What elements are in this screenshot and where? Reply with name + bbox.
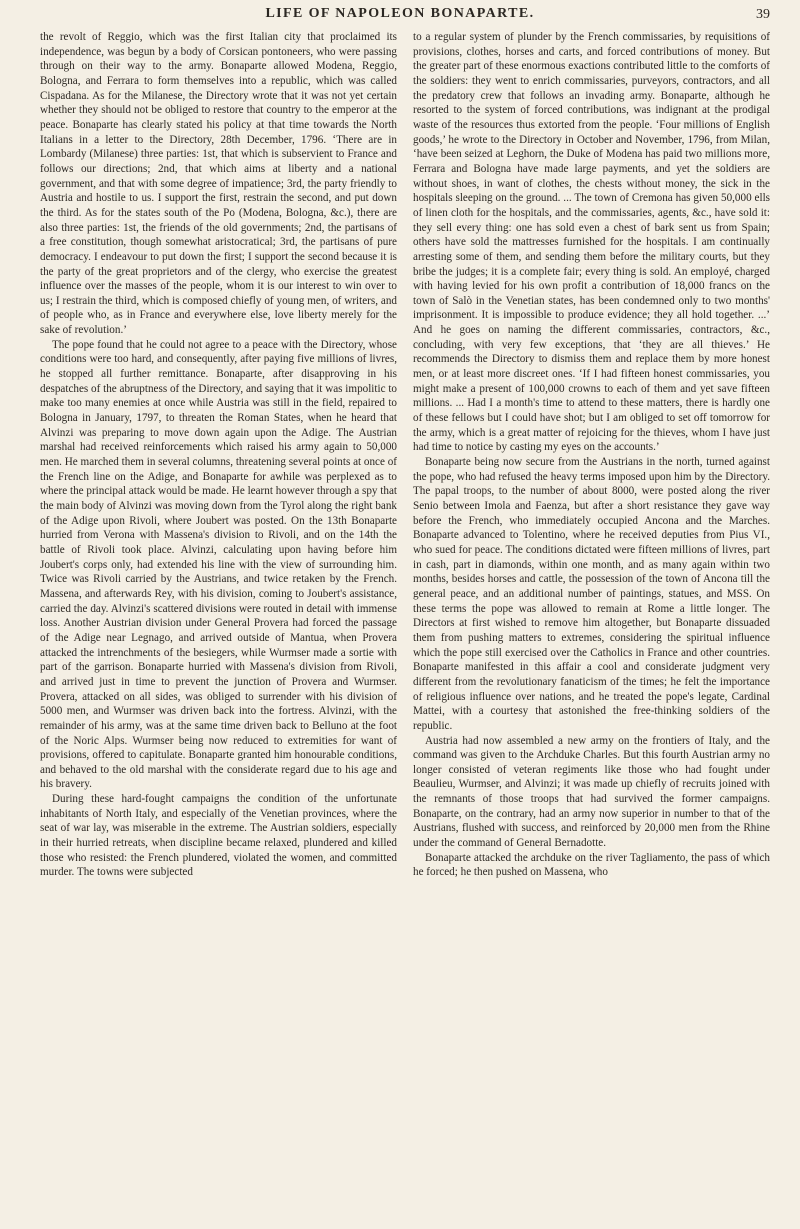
right-column — [413, 30, 770, 880]
paragraph: the revolt of Reggio, which was the first Italian city that proclaimed its independence, was begun by a body of Corsican pontoneers, who were passing through on their way to the army. Bonaparte allowed Modena, Reggio, Bologna, and Ferrara to form themselves into a republic, which was called Cispadana. As for the Milanese, the Directory wrote that it was not yet certain whether they should not be obliged to restore that country to the emperor at the peace. Bonaparte has clearly stated his policy at that time towards the North Italians in a letter to the Directory, 28th December, 1796. ‘There are in Lombardy (Milanese) three parties: 1st, that which is subservient to France and follows our directions; 2nd, that which aims at liberty and a national government, and that with some degree of impatience; 3rd, the party friendly to Austria and hostile to us. I support the first, restrain the second, and put down the third. As for the states south of the Po (Modena, Bologna, &c.), there are also three parties: 1st, the friends of the old governments; 2nd, the partisans of a free constitution, though somewhat aristocratical; 3rd, the partisans of pure democracy. I endeavour to put down the first; I support the second because it is the party of the great proprietors and of the clergy, who exercise the greatest influence over the masses of the people, whom it is our interest to win over to us; I restrain the third, which is composed chiefly of young men, of writers, and of people who, as in France and everywhere else, love liberty merely for the sake of revolution.’ — [40, 31, 397, 337]
paragraph: to a regular system of plunder by the French commissaries, by requisitions of provisions, clothes, horses and carts, and forced contributions of money. But the greater part of these enormous exactions contributed little to the comforts of the soldiers: they went to enrich commissaries, purveyors, contractors, and all the predatory crew that follows an invading army. Bonaparte, although he resorted to the system of forced contributions, was indignant at the prodigal waste of the resources thus extorted from the people. ‘Four millions of English goods,’ he wrote to the Directory in October and November, 1796, from Milan, ‘have been seized at Leghorn, the Duke of Modena has paid two millions more, Ferrara and Bologna have made large payments, and yet the soldiers are without shoes, in want of clothes, the chests without money, the sick in the hospitals sleeping on the ground. ... The town of Cremona has given 50,000 ells of linen cloth for the hospitals, and the commissaries, agents, &c., have sold it: they sell every thing: one has sold even a chest of bark sent us from Spain; others have sold the mattresses furnished for the hospitals. I am continually arresting some of them, and sending them before the military courts, but they bribe the judges; it is a complete fair; every thing is sold. An employé, charged with having levied for his own profit a contribution of 18,000 francs on the town of Salò in the Venetian states, has been condemned only to two months' imprisonment. It is impossible to produce evidence; they all hold together. ...’ And he goes on naming the different commissaries, contractors, &c., concluding, with very few exceptions, that ‘they are all thieves.’ He recommends the Directory to dismiss them and replace them by more honest men, or at least more discreet ones. ‘If I had fifteen honest commissaries, you might make a present of 100,000 crowns to each of them and yet save fifteen millions. ... Had I a month's time to attend to these matters, there is hardly one of these fellows but I could have shot; but I am obliged to set off tomorrow for the army, which is a great matter of rejoicing for the thieves, whom I have just had time to notice by casting my eyes on the accounts.’ — [413, 31, 770, 454]
page-number: 39 — [756, 7, 770, 22]
paragraph: The pope found that he could not agree to a peace with the Directory, whose conditions were too hard, and consequently, after paying five millions of livres, he stopped all further remittance. Bonaparte, after disapproving in his despatches of the abruptness of the Directory, and saying that it was impolitic to make too many enemies at once while Austria was still in the field, repaired to Bologna in January, 1797, to threaten the Roman States, when he heard that Alvinzi was preparing to move down again upon the Adige. The Austrian marshal had received reinforcements which raised his army again to 50,000 men. He marched them in several columns, threatening several points at once of the French line on the Adige, and Bonaparte for awhile was perplexed as to where the principal attack would be made. He learnt however through a spy that the main body of Alvinzi was moving down from the Tyrol along the right bank of the Adige upon Rivoli, where Joubert was posted. On the 13th Bonaparte hurried from Verona with Massena's division to Rivoli, and on the 14th the battle of Rivoli took place. Alvinzi, calculating upon having before him Joubert's corps only, had extended his line with the view of surrounding him. Twice was Rivoli carried by the Austrians, and twice retaken by the French. Massena, and afterwards Rey, with his division, coming to Joubert's assistance, carried the day. Alvinzi's scattered divisions were routed in detail with immense loss. Another Austrian division under General Provera had forced the passage of the Adige near Legnago, and arrived outside of Mantua, when Provera attacked the intrenchments of the besiegers, while Wurmser made a sortie with part of the garrison. Bonaparte hurried with Massena's division from Rivoli, and arrived just in time to prevent the junction of Provera and Wurmser. Provera, attacked on all sides, was obliged to surrender with his division of 5000 men, and Wurmser was driven back into the fortress. Alvinzi, with the remainder of his army, was at the same time driven back to Belluno at the foot of the Noric Alps. Wurmser being now reduced to extremities for want of provisions, offered to capitulate. Bonaparte granted him honourable conditions, and behaved to the old marshal with the considerate regard due to his age and his bravery. — [40, 338, 397, 791]
running-head — [0, 6, 800, 28]
running-title: LIFE OF NAPOLEON BONAPARTE. — [265, 6, 535, 21]
paragraph: During these hard-fought campaigns the condition of the unfortunate inhabitants of North Italy, and especially of the Venetian provinces, where the seat of war lay, was miserable in the extreme. The Austrian soldiers, especially in their hurried retreats, when discipline became relaxed, plundered and killed those who resisted: the French plundered, violated the women, and committed murder. The towns were subjected — [40, 793, 397, 879]
paragraph: Bonaparte being now secure from the Austrians in the north, turned against the pope, who had refused the heavy terms imposed upon him by the Directory. The papal troops, to the number of about 8000, were posted along the river Senio between Imola and Faenza, but after a short resistance they gave way before the French, who immediately occupied Ancona and the Marches. Bonaparte advanced to Tolentino, where he received deputies from Pius VI., who sued for peace. The conditions dictated were fifteen millions of livres, part in cash, part in diamonds, within one month, and as many again within two months, besides horses and cattle, the possession of the town of Ancona till the general peace, and an additional number of paintings, statues, and MSS. On these terms the pope was allowed to remain at Rome a little longer. The Directors at first wished to remove him altogether, but Bonaparte dissuaded them from pushing matters to extremes, considering the spiritual influence which the pope still exercised over the Catholics in France and other countries. Bonaparte manifested in this affair a cool and considerate judgment very different from the revolutionary fanaticism of the times; he felt the importance of religious influence over nations, and he treated the pope's legate, Cardinal Mattei, with a courtesy that astonished the free-thinking soldiers of the republic. — [413, 456, 770, 732]
left-column — [40, 30, 397, 880]
paragraph: Austria had now assembled a new army on the frontiers of Italy, and the command was given to the Archduke Charles. But this fourth Austrian army no longer consisted of veteran regiments like those who had fought under Beaulieu, Wurmser, and Alvinzi; it was made up chiefly of recruits joined with the remnants of those troops that had survived the former campaigns. Bonaparte, on the contrary, had an army now superior in number to that of the Austrians, flushed with success, and reinforced by 20,000 men from the Rhine under the command of General Bernadotte. — [413, 734, 770, 850]
paragraph: Bonaparte attacked the archduke on the river Tagliamento, the pass of which he forced; he then pushed on Massena, who — [413, 851, 770, 879]
